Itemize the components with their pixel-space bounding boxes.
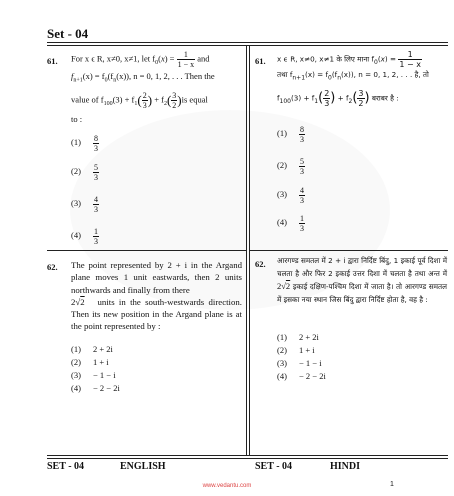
- q62-option-3-hi[interactable]: (3) − 1 − i: [277, 358, 322, 368]
- top-rule-thin: [47, 45, 448, 46]
- q62-option-4-hi[interactable]: (4) − 2 − 2i: [277, 371, 326, 381]
- q62-number-hi: 62.: [255, 259, 266, 269]
- bottom-rule-thin: [47, 458, 448, 459]
- question-separator-left: [47, 250, 246, 251]
- page-title: Set - 04: [47, 26, 89, 41]
- q61-option-3-en[interactable]: (3) $\frac{4}{3}$: [71, 195, 98, 214]
- q62-option-2-en[interactable]: (2) 1 + i: [71, 357, 109, 367]
- bottom-rule: [47, 455, 448, 456]
- q61-option-4-en[interactable]: (4) $\frac{1}{3}$: [71, 227, 98, 246]
- q62-number-en: 62.: [47, 262, 58, 272]
- footer-set-left: SET - 04: [47, 461, 85, 472]
- footer-set-right: SET - 04: [255, 461, 293, 472]
- q62-option-4-en[interactable]: (4) − 2 − 2i: [71, 383, 120, 393]
- q62-text-hi: आरगण्ड समतल में 2 + i द्वारा निर्दिष्ट बिंदु, 1 इकाई पूर्व दिशा में चलता है और फिर 2 इकाई उत्तर दिशा में चलता है तथा अन्त में 2√2 इकाई दक्षिण-पश्चिम दिशा में जाता है। तो आरगण्ड समतल में इसका नया स्थान जिस बिंदु द्वारा निर्दिष्ट होता है, वह है :: [277, 256, 447, 304]
- q61-option-2-en[interactable]: (2) $\frac{5}{3}$: [71, 163, 98, 182]
- q61-option-2-hi[interactable]: (2) $\frac{5}{3}$: [277, 157, 304, 176]
- q62-option-1-en[interactable]: (1) 2 + 2i: [71, 344, 113, 354]
- q61-option-1-en[interactable]: (1) $\frac{8}{3}$: [71, 134, 98, 153]
- q61-text-en: For x ϵ R, x≠0, x≠1, let $f_0(x)$ = $\frac{1}{1 - x}$ and $f_{n+1}(x) = f_0(f_n(x))$, n = 0, 1, 2, . . . Then the value of $f_{100}(3) + f_1$( $\frac{2}{3}$ ) + $f_2$( $\frac{3}{2}$ )is equal to :: [71, 50, 215, 125]
- q61-option-4-hi[interactable]: (4) $\frac{1}{3}$: [277, 214, 304, 233]
- footer-language-left: ENGLISH: [120, 461, 166, 472]
- q62-option-3-en[interactable]: (3) − 1 − i: [71, 370, 116, 380]
- q62-text-en: The point represented by 2 + i in the Argand plane moves 1 unit eastwards, then 2 units northwards and finally from there 2√2 units in the south-westwards direction. Then its new position in the Argand plane is at the point represented by :: [71, 260, 242, 332]
- q61-number-hi: 61.: [255, 56, 266, 66]
- question-separator-right: [250, 250, 448, 251]
- site-watermark-link[interactable]: www.vedantu.com: [202, 483, 252, 489]
- q61-number-en: 61.: [47, 56, 58, 66]
- q62-option-2-hi[interactable]: (2) 1 + i: [277, 345, 315, 355]
- column-divider: [246, 46, 247, 455]
- footer-language-right: HINDI: [330, 461, 361, 472]
- page-number: 1: [390, 481, 394, 488]
- top-rule: [47, 42, 448, 43]
- q62-option-1-hi[interactable]: (1) 2 + 2i: [277, 332, 319, 342]
- q61-option-3-hi[interactable]: (3) $\frac{4}{3}$: [277, 186, 304, 205]
- q61-option-1-hi[interactable]: (1) $\frac{8}{3}$: [277, 125, 304, 144]
- q61-text-hi: x ϵ R, x≠0, x≠1 के लिए माना $f_0(x)$ = $\frac{1}{1 - x}$ तथा $f_{n+1}(x) = f_0(f_n(x))$, n = 0, 1, 2, . . . है, तो $f_{100}(3) + f_1$( $\frac{2}{3}$ ) + $f_2$( $\frac{3}{2}$ ) बराबर है :: [277, 50, 429, 109]
